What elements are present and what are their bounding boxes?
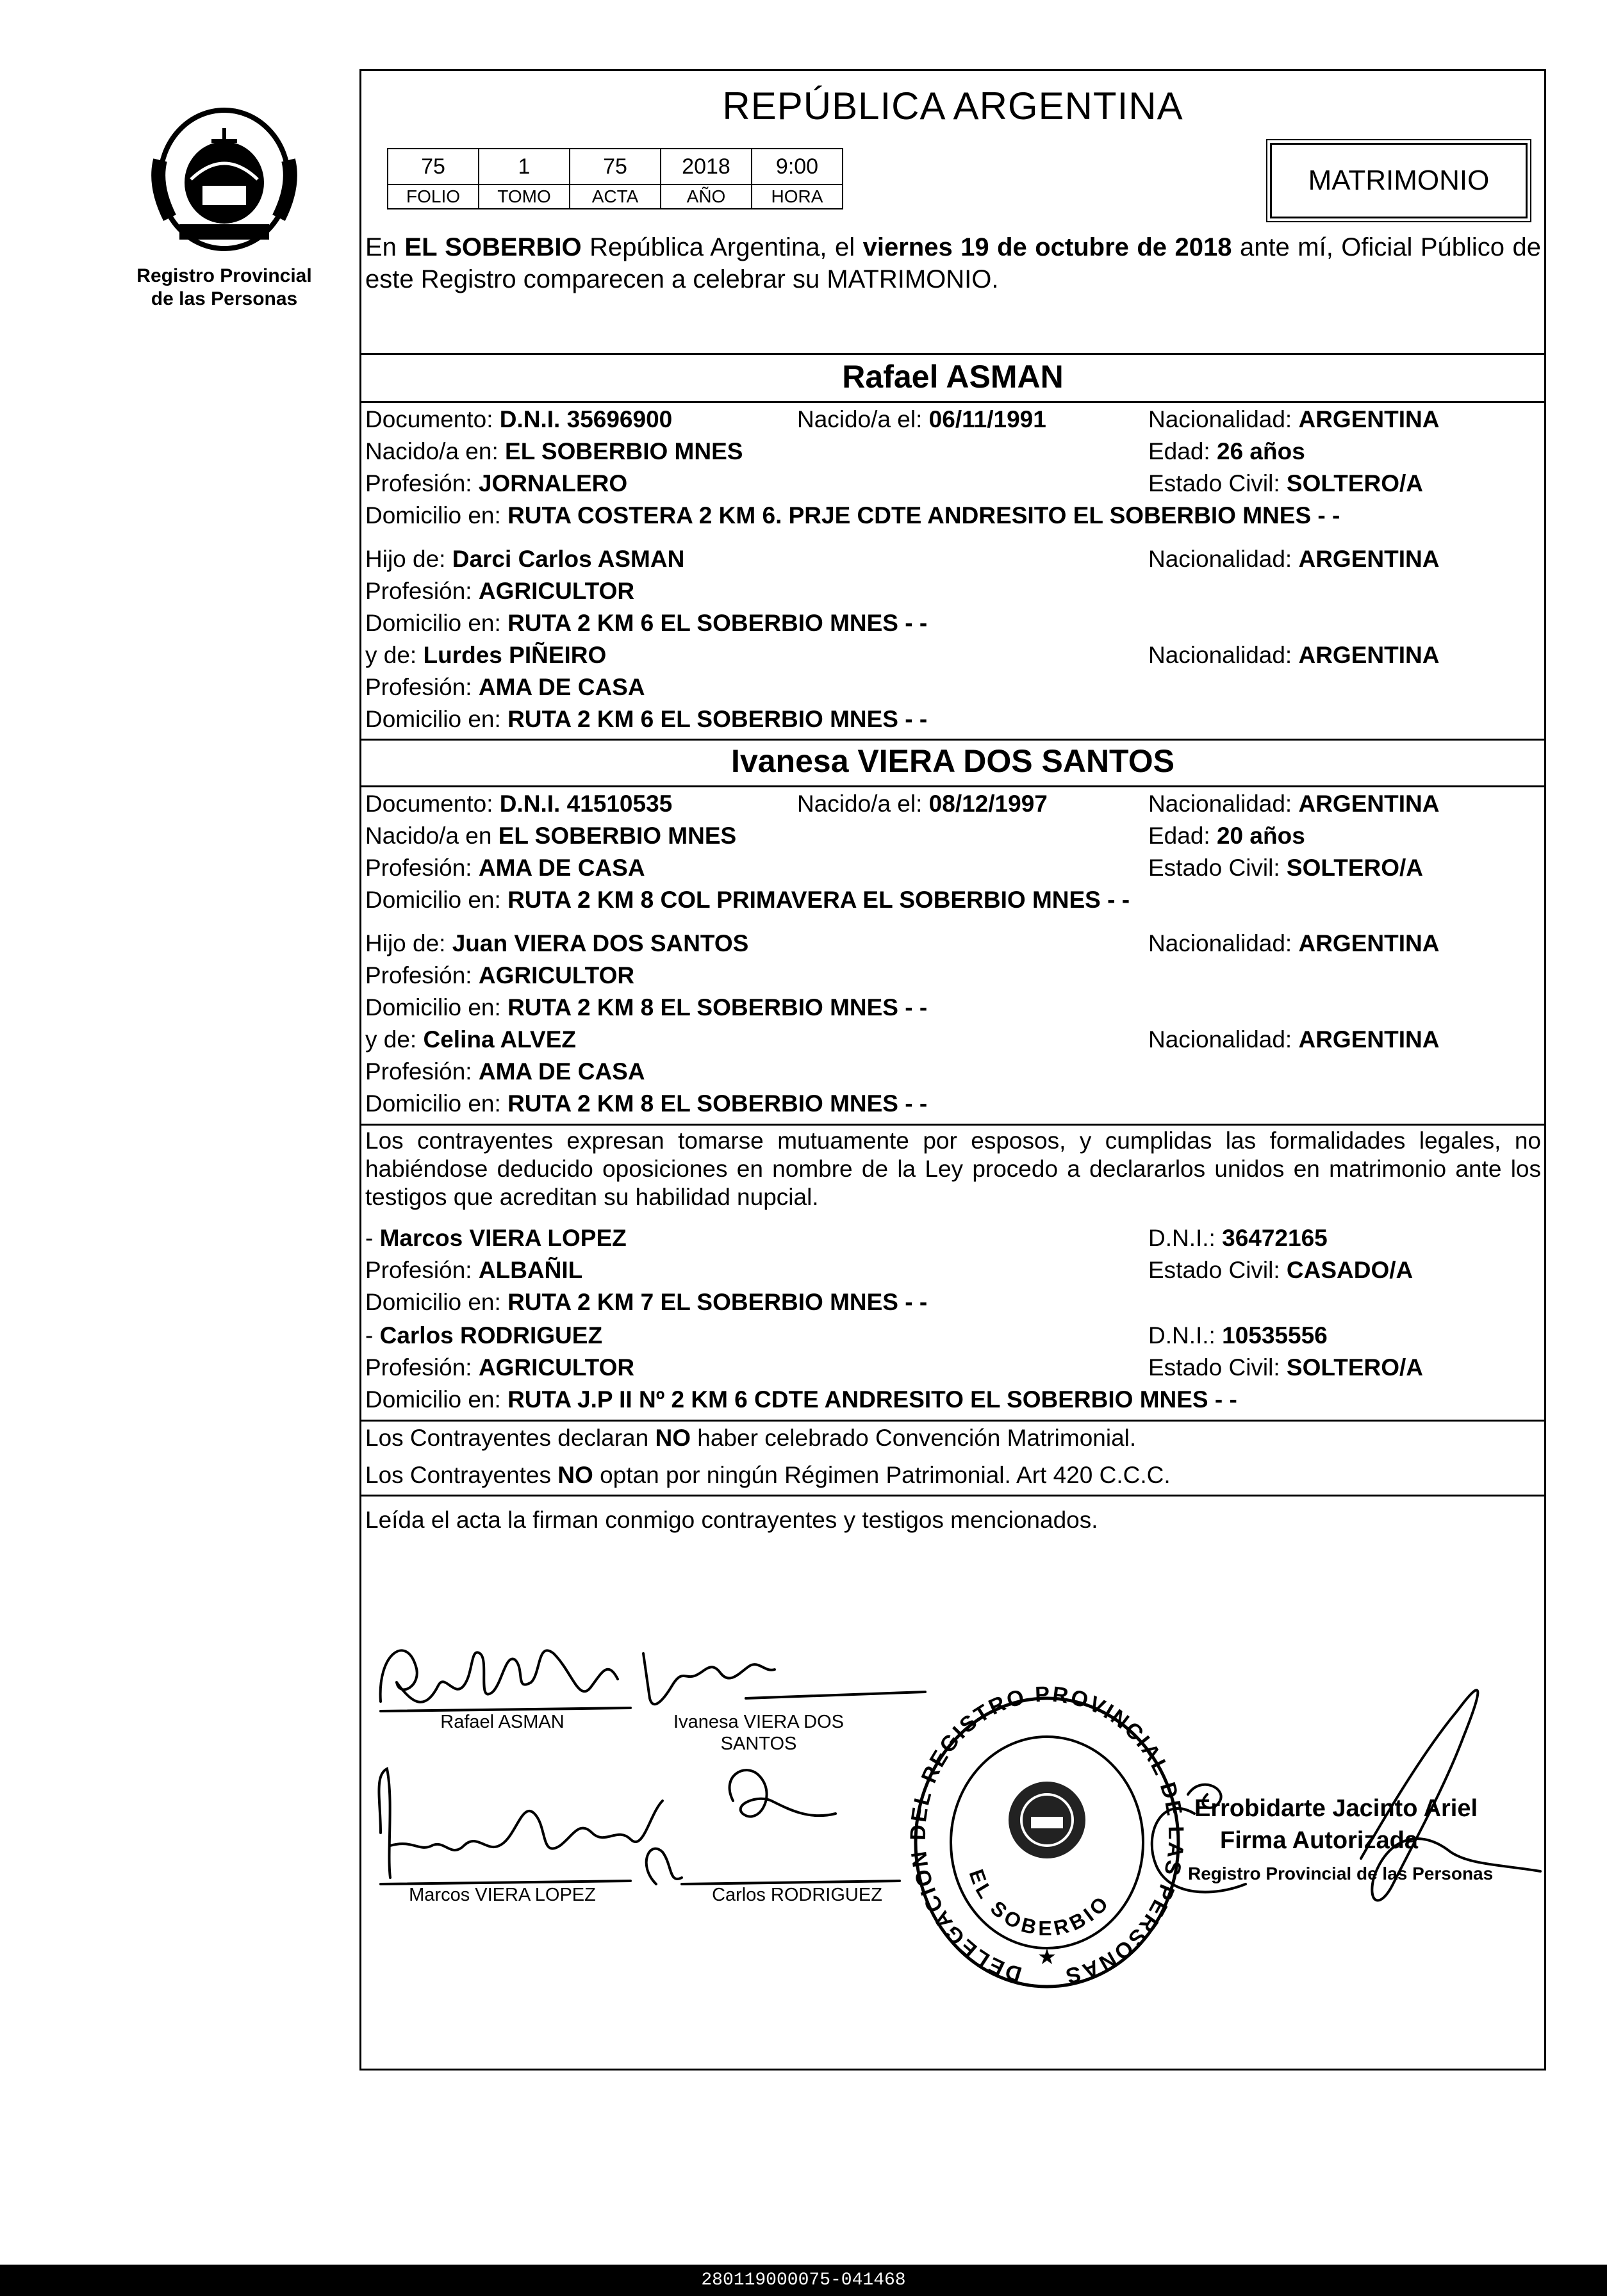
witness1-dni: D.N.I.: 36472165 — [1148, 1225, 1328, 1251]
svg-text:EL SOBERBIO — [965, 1866, 1116, 1940]
intro-place: EL SOBERBIO — [404, 233, 582, 261]
stamp-star-icon: ★ — [1037, 1944, 1057, 1970]
witness1-profession: Profesión: ALBAÑIL — [365, 1257, 583, 1283]
spouse2-address: Domicilio en: RUTA 2 KM 8 COL PRIMAVERA EL SOBERBIO MNES - - — [365, 887, 1130, 913]
witness2-civil-status: Estado Civil: SOLTERO/A — [1148, 1354, 1424, 1381]
tomo-label: TOMO — [479, 184, 570, 209]
spouse1-mother: y de: Lurdes PIÑEIRO — [365, 642, 607, 668]
official-stamp — [909, 1685, 1185, 1999]
intro-text-2: República Argentina, el — [581, 233, 863, 261]
province-logo — [131, 102, 317, 311]
spouse1-father-nationality: Nacionalidad: ARGENTINA — [1148, 546, 1440, 572]
spouse2-profession: Profesión: AMA DE CASA — [365, 855, 645, 881]
spouse2-mother-address: Domicilio en: RUTA 2 KM 8 EL SOBERBIO MNES - - — [365, 1090, 928, 1117]
signature-marcos-tail — [647, 1849, 682, 1884]
footer-code: 280119000075-041468 — [0, 2265, 1607, 2296]
spouse2-civil-status: Estado Civil: SOLTERO/A — [1148, 855, 1424, 881]
signature-caption-ivanesa-line1: Ivanesa VIERA DOS — [673, 1712, 844, 1732]
spouse1-name: Rafael ASMAN — [842, 359, 1064, 395]
spouse1-mother-nationality: Nacionalidad: ARGENTINA — [1148, 642, 1440, 668]
witness2-dni: D.N.I.: 10535556 — [1148, 1322, 1328, 1349]
witness1-name: - Marcos VIERA LOPEZ — [365, 1225, 627, 1251]
acta-label: ACTA — [570, 184, 661, 209]
spouse2-mother-profession: Profesión: AMA DE CASA — [365, 1058, 645, 1085]
hora-value: 9:00 — [752, 149, 843, 184]
spouse2-father-profession: Profesión: AGRICULTOR — [365, 962, 635, 988]
anio-value: 2018 — [661, 149, 752, 184]
intro-text-3: ante mí, Oficial Público de este Registro comparecen a celebrar su MATRIMONIO. — [365, 233, 1541, 293]
signature-caption-ivanesa-line2: SANTOS — [720, 1734, 797, 1754]
spouse1-civil-status: Estado Civil: SOLTERO/A — [1148, 470, 1424, 496]
spouse1-birthplace: Nacido/a en: EL SOBERBIO MNES — [365, 438, 743, 464]
logo-caption-line1: Registro Provincial — [136, 265, 312, 286]
witness2-profession: Profesión: AGRICULTOR — [365, 1354, 635, 1381]
official-title: Firma Autorizada — [1220, 1827, 1418, 1854]
misiones-seal-icon — [147, 102, 301, 256]
spouse2-father: Hijo de: Juan VIERA DOS SANTOS — [365, 930, 749, 956]
spouse1-birthdate: Nacido/a el: 06/11/1991 — [797, 406, 1046, 432]
spouse2-birthplace: Nacido/a en EL SOBERBIO MNES — [365, 823, 737, 849]
declaration-paragraph: Los contrayentes expresan tomarse mutuamente por esposos, y cumplidas las formalidades legales, no habiéndose deducido oposiciones en nombre de la Ley procedo a declararlos unidos en matrimonio ante los testigos que acreditan su habilidad nupcial. — [365, 1128, 1541, 1210]
witness1-address: Domicilio en: RUTA 2 KM 7 EL SOBERBIO MNES - - — [365, 1289, 928, 1315]
folio-label: FOLIO — [388, 184, 479, 209]
spouse2-father-address: Domicilio en: RUTA 2 KM 8 EL SOBERBIO MNES - - — [365, 994, 928, 1021]
official-org: Registro Provincial de las Personas — [1188, 1864, 1494, 1883]
tomo-value: 1 — [479, 149, 570, 184]
spouse1-document: Documento: D.N.I. 35696900 — [365, 406, 673, 432]
spouse2-nationality: Nacionalidad: ARGENTINA — [1148, 791, 1440, 817]
act-type-box: MATRIMONIO — [1270, 143, 1528, 218]
spouse2-birthdate: Nacido/a el: 08/12/1997 — [797, 791, 1048, 817]
signature-carlos — [730, 1770, 836, 1816]
witness1-civil-status: Estado Civil: CASADO/A — [1148, 1257, 1413, 1283]
spouse1-mother-address: Domicilio en: RUTA 2 KM 6 EL SOBERBIO MNES - - — [365, 706, 928, 732]
spouse1-nationality: Nacionalidad: ARGENTINA — [1148, 406, 1440, 432]
official-name: Errobidarte Jacinto Ariel — [1194, 1795, 1478, 1822]
logo-caption — [131, 265, 317, 311]
spouse2-mother-nationality: Nacionalidad: ARGENTINA — [1148, 1026, 1440, 1053]
regime-statement: Los Contrayentes NO optan por ningún Régimen Patrimonial. Art 420 C.C.C. — [365, 1462, 1171, 1488]
spouse1-age: Edad: 26 años — [1148, 438, 1305, 464]
spouse1-profession: Profesión: JORNALERO — [365, 470, 628, 496]
stamp-inner-text: EL SOBERBIO — [964, 1866, 1116, 1940]
witness2-address: Domicilio en: RUTA J.P II Nº 2 KM 6 CDTE ANDRESITO EL SOBERBIO MNES - - — [365, 1386, 1237, 1413]
spouse2-age: Edad: 20 años — [1148, 823, 1305, 849]
country-title: REPÚBLICA ARGENTINA — [722, 85, 1183, 127]
signature-caption-rafael: Rafael ASMAN — [440, 1712, 565, 1732]
spouse2-document: Documento: D.N.I. 41510535 — [365, 791, 673, 817]
acta-value: 75 — [570, 149, 661, 184]
spouse1-address: Domicilio en: RUTA COSTERA 2 KM 6. PRJE CDTE ANDRESITO EL SOBERBIO MNES - - — [365, 502, 1340, 529]
folio-value: 75 — [388, 149, 479, 184]
stamp-ring-text: DELEGACIO EL REGISTRO PROVINCIAL DE S PERSONAS — [909, 1685, 1185, 1988]
anio-label: AÑO — [661, 184, 752, 209]
spouse1-father: Hijo de: Darci Carlos ASMAN — [365, 546, 685, 572]
document-frame — [359, 69, 1546, 2070]
spouse1-father-address: Domicilio en: RUTA 2 KM 6 EL SOBERBIO MNES - - — [365, 610, 928, 636]
intro-text-1: En — [365, 233, 405, 261]
signature-caption-ivanesa — [663, 1711, 855, 1755]
intro-date: viernes 19 de octubre de 2018 — [862, 233, 1232, 261]
spouse2-father-nationality: Nacionalidad: ARGENTINA — [1148, 930, 1440, 956]
spouse2-name: Ivanesa VIERA DOS SANTOS — [731, 743, 1174, 779]
spouse1-father-profession: Profesión: AGRICULTOR — [365, 578, 635, 604]
stamp-seal-icon — [909, 1685, 1185, 1999]
signature-marcos — [379, 1769, 663, 1878]
closing-statement: Leída el acta la firman conmigo contrayentes y testigos mencionados. — [365, 1507, 1098, 1533]
spouse1-mother-profession: Profesión: AMA DE CASA — [365, 674, 645, 700]
logo-caption-line2: de las Personas — [151, 288, 298, 309]
signature-rafael — [381, 1650, 618, 1702]
signature-caption-marcos: Marcos VIERA LOPEZ — [409, 1885, 596, 1905]
spouse2-mother: y de: Celina ALVEZ — [365, 1026, 576, 1053]
convention-statement: Los Contrayentes declaran NO haber celebrado Convención Matrimonial. — [365, 1425, 1137, 1451]
hora-label: HORA — [752, 184, 843, 209]
signature-caption-carlos: Carlos RODRIGUEZ — [712, 1885, 882, 1905]
witness2-name: - Carlos RODRIGUEZ — [365, 1322, 603, 1349]
signature-ivanesa — [643, 1653, 925, 1704]
